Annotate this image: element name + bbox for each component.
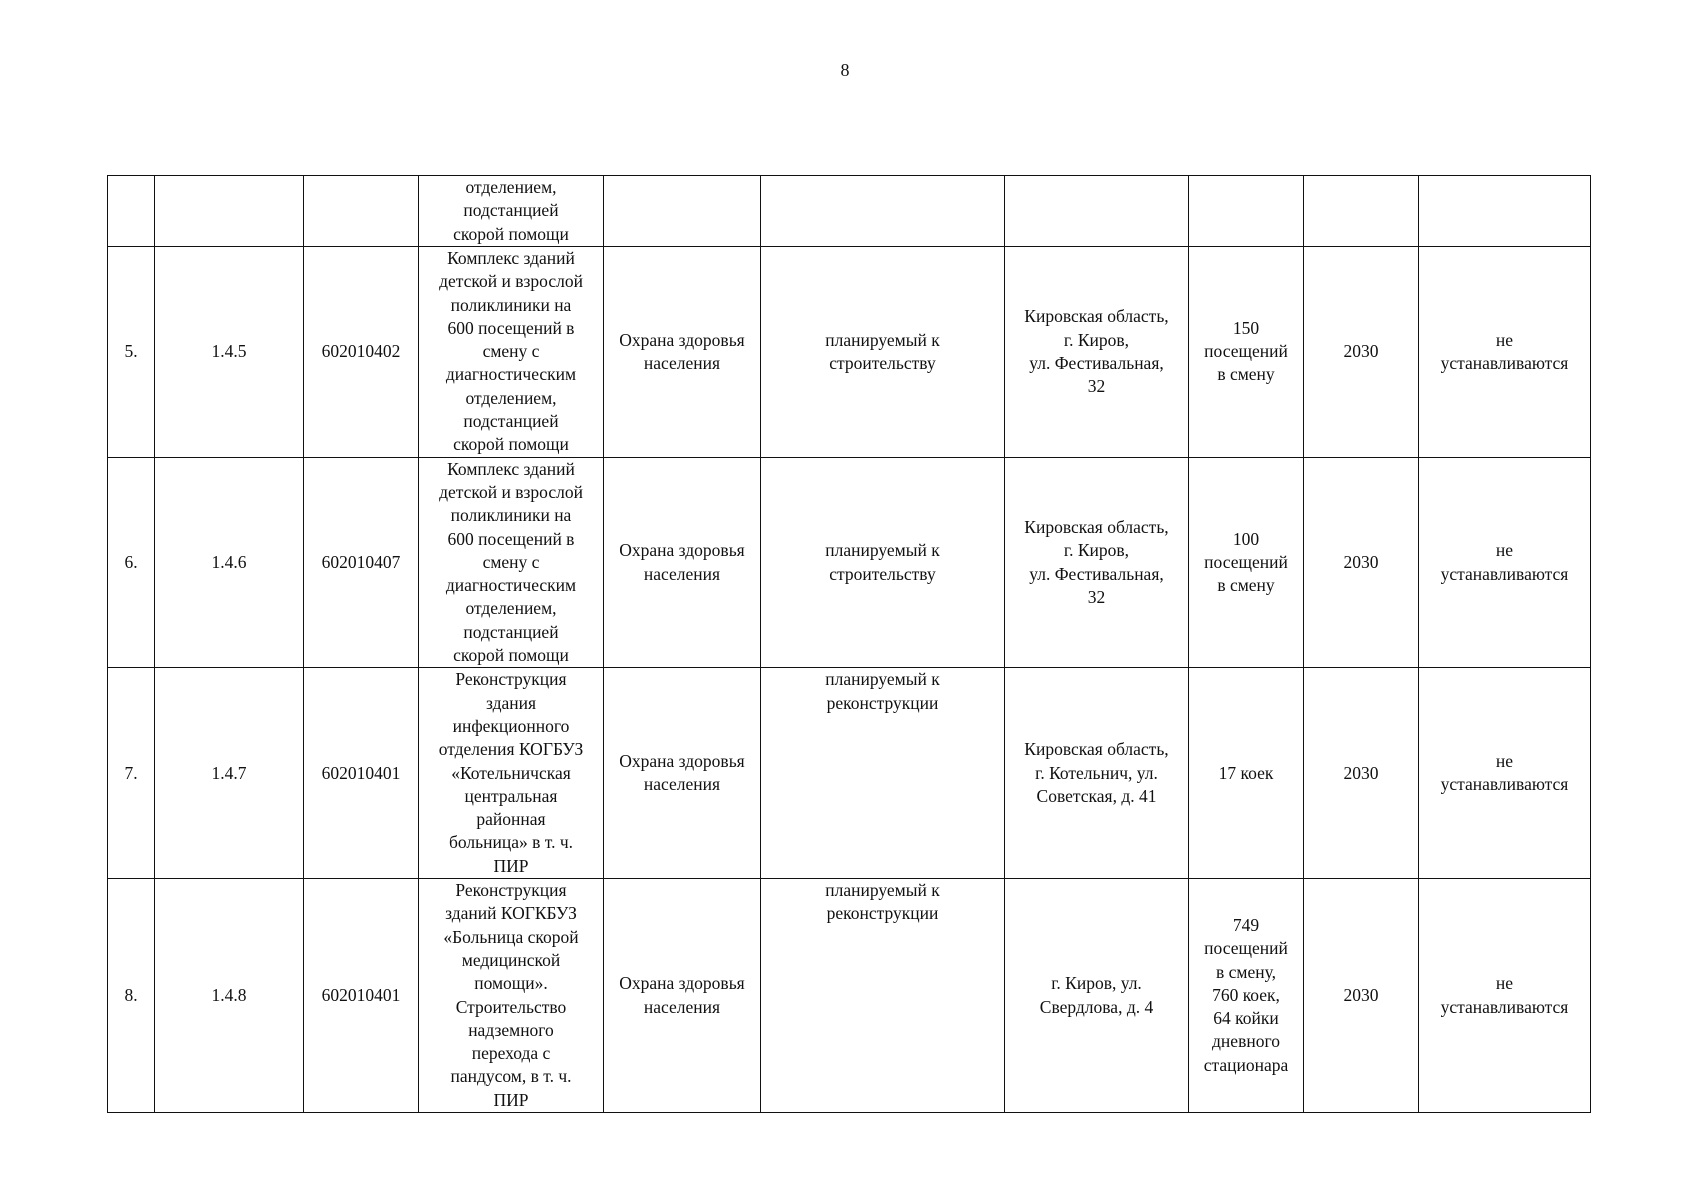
table-row <box>108 457 1591 668</box>
cell-object-name <box>419 457 604 668</box>
cell-address-line: ул. Фестивальная, <box>1029 563 1164 584</box>
cell-zone-line: устанавливаются <box>1440 563 1569 584</box>
cell-object-name-line: отделением, <box>465 598 557 619</box>
table-row <box>108 879 1591 1113</box>
cell-year <box>1304 247 1419 458</box>
cell-object-name <box>419 668 604 879</box>
cell-object-name-line: Строительство <box>455 996 567 1017</box>
cell-number <box>108 176 155 247</box>
cell-number <box>108 247 155 458</box>
cell-object-name-line: перехода с <box>471 1043 551 1064</box>
cell-status-line: реконструкции <box>826 692 939 713</box>
cell-purpose-line: Охрана здоровья <box>619 329 745 350</box>
cell-object-name-line: 600 посещений в <box>447 528 575 549</box>
cell-year <box>1304 668 1419 879</box>
cell-capacity-line: 64 койки <box>1213 1008 1279 1029</box>
cell-capacity-line: 100 <box>1232 528 1260 549</box>
cell-object-name-line: поликлиники на <box>450 505 572 526</box>
cell-address-line: Кировская область, <box>1024 516 1169 537</box>
cell-object-name-line: Комплекс зданий <box>447 248 575 268</box>
cell-object-name <box>419 247 604 458</box>
cell-object-name-line: больница» в т. ч. <box>448 832 574 853</box>
cell-object-name-line: детской и взрослой <box>439 271 583 292</box>
cell-address-line: Кировская область, <box>1024 739 1169 760</box>
cell-object-id <box>304 247 419 458</box>
cell-object-name-line: подстанцией <box>463 200 559 221</box>
cell-object-name-line: ПИР <box>493 855 529 876</box>
cell-zone <box>1419 668 1591 879</box>
cell-code <box>155 668 304 879</box>
cell-address-line: 32 <box>1087 586 1106 607</box>
cell-code <box>155 879 304 1113</box>
cell-address-line: г. Киров, ул. <box>1051 973 1142 994</box>
cell-object-name-line: скорой помощи <box>453 645 569 666</box>
cell-code-text: 1.4.5 <box>211 341 247 362</box>
cell-zone-line: не <box>1495 329 1514 350</box>
cell-object-name-line: ПИР <box>493 1089 529 1110</box>
cell-object-name-line: диагностическим <box>445 364 577 385</box>
cell-object-id <box>304 668 419 879</box>
cell-zone <box>1419 247 1591 458</box>
cell-number-text: 8. <box>124 984 138 1005</box>
table-row <box>108 668 1591 879</box>
cell-object-id <box>304 176 419 247</box>
cell-address-line: 32 <box>1087 376 1106 397</box>
cell-capacity-line: 749 <box>1232 914 1260 935</box>
cell-purpose <box>604 457 761 668</box>
cell-purpose <box>604 879 761 1113</box>
cell-object-name-line: «Больница скорой <box>443 926 579 947</box>
cell-address <box>1005 457 1189 668</box>
cell-object-id <box>304 457 419 668</box>
cell-zone-line: устанавливаются <box>1440 996 1569 1017</box>
cell-object-name <box>419 176 604 247</box>
cell-status <box>761 879 1005 1113</box>
cell-object-name-line: смену с <box>482 341 540 362</box>
cell-zone-line: не <box>1495 540 1514 561</box>
cell-capacity-line: в смену <box>1217 575 1275 596</box>
cell-purpose-line: Охрана здоровья <box>619 750 745 771</box>
cell-capacity-line: посещений <box>1204 938 1288 959</box>
cell-number-text: 6. <box>124 551 138 572</box>
cell-capacity <box>1189 668 1304 879</box>
cell-status-line: планируемый к <box>825 880 940 901</box>
cell-capacity-line: стационара <box>1203 1054 1289 1075</box>
cell-zone <box>1419 176 1591 247</box>
cell-zone-line: устанавливаются <box>1440 352 1569 373</box>
cell-zone-line: не <box>1495 750 1514 771</box>
cell-address <box>1005 879 1189 1113</box>
cell-capacity-line: посещений <box>1204 551 1288 572</box>
cell-year-text: 2030 <box>1343 341 1379 362</box>
cell-status-line: реконструкции <box>826 903 939 924</box>
cell-number-text: 7. <box>124 762 138 783</box>
cell-zone-line: устанавливаются <box>1440 774 1569 795</box>
cell-capacity <box>1189 176 1304 247</box>
cell-purpose-line: населения <box>643 352 721 373</box>
cell-purpose <box>604 668 761 879</box>
cell-status-line: строительству <box>829 352 936 373</box>
cell-object-name-line: пандусом, в т. ч. <box>450 1066 572 1087</box>
cell-object-id-text: 602010407 <box>321 551 401 572</box>
cell-object-id-text: 602010401 <box>321 984 401 1005</box>
cell-purpose-line: населения <box>643 996 721 1017</box>
cell-object-name-line: 600 посещений в <box>447 317 575 338</box>
cell-status-line: планируемый к <box>825 540 940 561</box>
cell-zone <box>1419 879 1591 1113</box>
cell-address-line: Советская, д. 41 <box>1036 785 1157 806</box>
cell-status <box>761 457 1005 668</box>
cell-code-text: 1.4.8 <box>211 984 247 1005</box>
cell-object-name-line: скорой помощи <box>453 434 569 455</box>
cell-object-name-line: здания <box>485 692 537 713</box>
cell-number <box>108 668 155 879</box>
table-row <box>108 247 1591 458</box>
cell-capacity-line: 17 коек <box>1218 762 1274 783</box>
cell-capacity-line: в смену <box>1217 364 1275 385</box>
cell-object-name-line: «Котельничская <box>451 762 571 783</box>
cell-year <box>1304 879 1419 1113</box>
cell-number-text: 5. <box>124 341 138 362</box>
cell-year <box>1304 457 1419 668</box>
cell-status-line: планируемый к <box>825 329 940 350</box>
cell-status <box>761 176 1005 247</box>
cell-object-name-line: подстанцией <box>463 411 559 432</box>
cell-zone <box>1419 457 1591 668</box>
cell-address-line: г. Киров, <box>1063 329 1130 350</box>
cell-code <box>155 457 304 668</box>
cell-capacity-line: 150 <box>1232 317 1260 338</box>
cell-address-line: ул. Фестивальная, <box>1029 352 1164 373</box>
cell-object-name-line: детской и взрослой <box>439 481 583 502</box>
cell-capacity-line: посещений <box>1204 341 1288 362</box>
cell-object-name-line: Комплекс зданий <box>447 458 575 479</box>
cell-address <box>1005 668 1189 879</box>
cell-purpose-line: населения <box>643 774 721 795</box>
cell-code <box>155 247 304 458</box>
cell-zone-line: не <box>1495 973 1514 994</box>
cell-code <box>155 176 304 247</box>
cell-object-name-line: центральная <box>464 785 558 806</box>
cell-object-name-line: надземного <box>468 1019 554 1040</box>
cell-object-name-line: подстанцией <box>463 621 559 642</box>
cell-code-text: 1.4.7 <box>211 762 247 783</box>
cell-object-name-line: медицинской <box>461 949 561 970</box>
cell-status <box>761 668 1005 879</box>
cell-year-text: 2030 <box>1343 762 1379 783</box>
cell-year <box>1304 176 1419 247</box>
cell-number <box>108 457 155 668</box>
cell-address-line: г. Киров, <box>1063 540 1130 561</box>
cell-object-name-line: помощи». <box>474 973 548 994</box>
cell-object-name-line: скорой помощи <box>453 223 569 244</box>
cell-object-name-line: районная <box>476 809 546 830</box>
cell-address <box>1005 247 1189 458</box>
cell-purpose-line: Охрана здоровья <box>619 540 745 561</box>
cell-address-line: г. Котельнич, ул. <box>1035 762 1158 783</box>
cell-object-name-line: поликлиники на <box>450 294 572 315</box>
cell-object-name-line: зданий КОГКБУЗ <box>445 903 577 924</box>
cell-object-name-line: Реконструкция <box>455 880 567 901</box>
objects-table <box>107 175 1591 1113</box>
cell-purpose <box>604 247 761 458</box>
cell-object-name-line: отделением, <box>465 177 557 198</box>
cell-object-name-line: диагностическим <box>445 575 577 596</box>
cell-capacity-line: в смену, <box>1216 961 1276 982</box>
cell-object-id-text: 602010401 <box>321 762 401 783</box>
cell-status-line: планируемый к <box>825 669 940 690</box>
cell-year-text: 2030 <box>1343 551 1379 572</box>
cell-object-name-line: отделения КОГБУЗ <box>438 739 584 760</box>
cell-address-line: Свердлова, д. 4 <box>1039 996 1154 1017</box>
cell-object-name-line: смену с <box>482 551 540 572</box>
cell-object-name <box>419 879 604 1113</box>
cell-purpose-line: Охрана здоровья <box>619 973 745 994</box>
cell-code-text: 1.4.6 <box>211 551 247 572</box>
cell-object-name-line: Реконструкция <box>455 669 567 690</box>
cell-status-line: строительству <box>829 563 936 584</box>
cell-capacity <box>1189 247 1304 458</box>
cell-capacity <box>1189 879 1304 1113</box>
cell-status <box>761 247 1005 458</box>
page-number: 8 <box>840 60 850 80</box>
cell-purpose-line: населения <box>643 563 721 584</box>
cell-purpose <box>604 176 761 247</box>
cell-capacity-line: дневного <box>1212 1031 1280 1052</box>
cell-capacity-line: 760 коек, <box>1212 984 1280 1005</box>
table-row <box>108 176 1591 247</box>
cell-object-id <box>304 879 419 1113</box>
cell-address-line: Кировская область, <box>1024 306 1169 327</box>
cell-object-id-text: 602010402 <box>321 341 401 362</box>
cell-address <box>1005 176 1189 247</box>
cell-object-name-line: отделением, <box>465 387 557 408</box>
cell-capacity <box>1189 457 1304 668</box>
cell-number <box>108 879 155 1113</box>
cell-year-text: 2030 <box>1343 984 1379 1005</box>
cell-object-name-line: инфекционного <box>452 715 570 736</box>
